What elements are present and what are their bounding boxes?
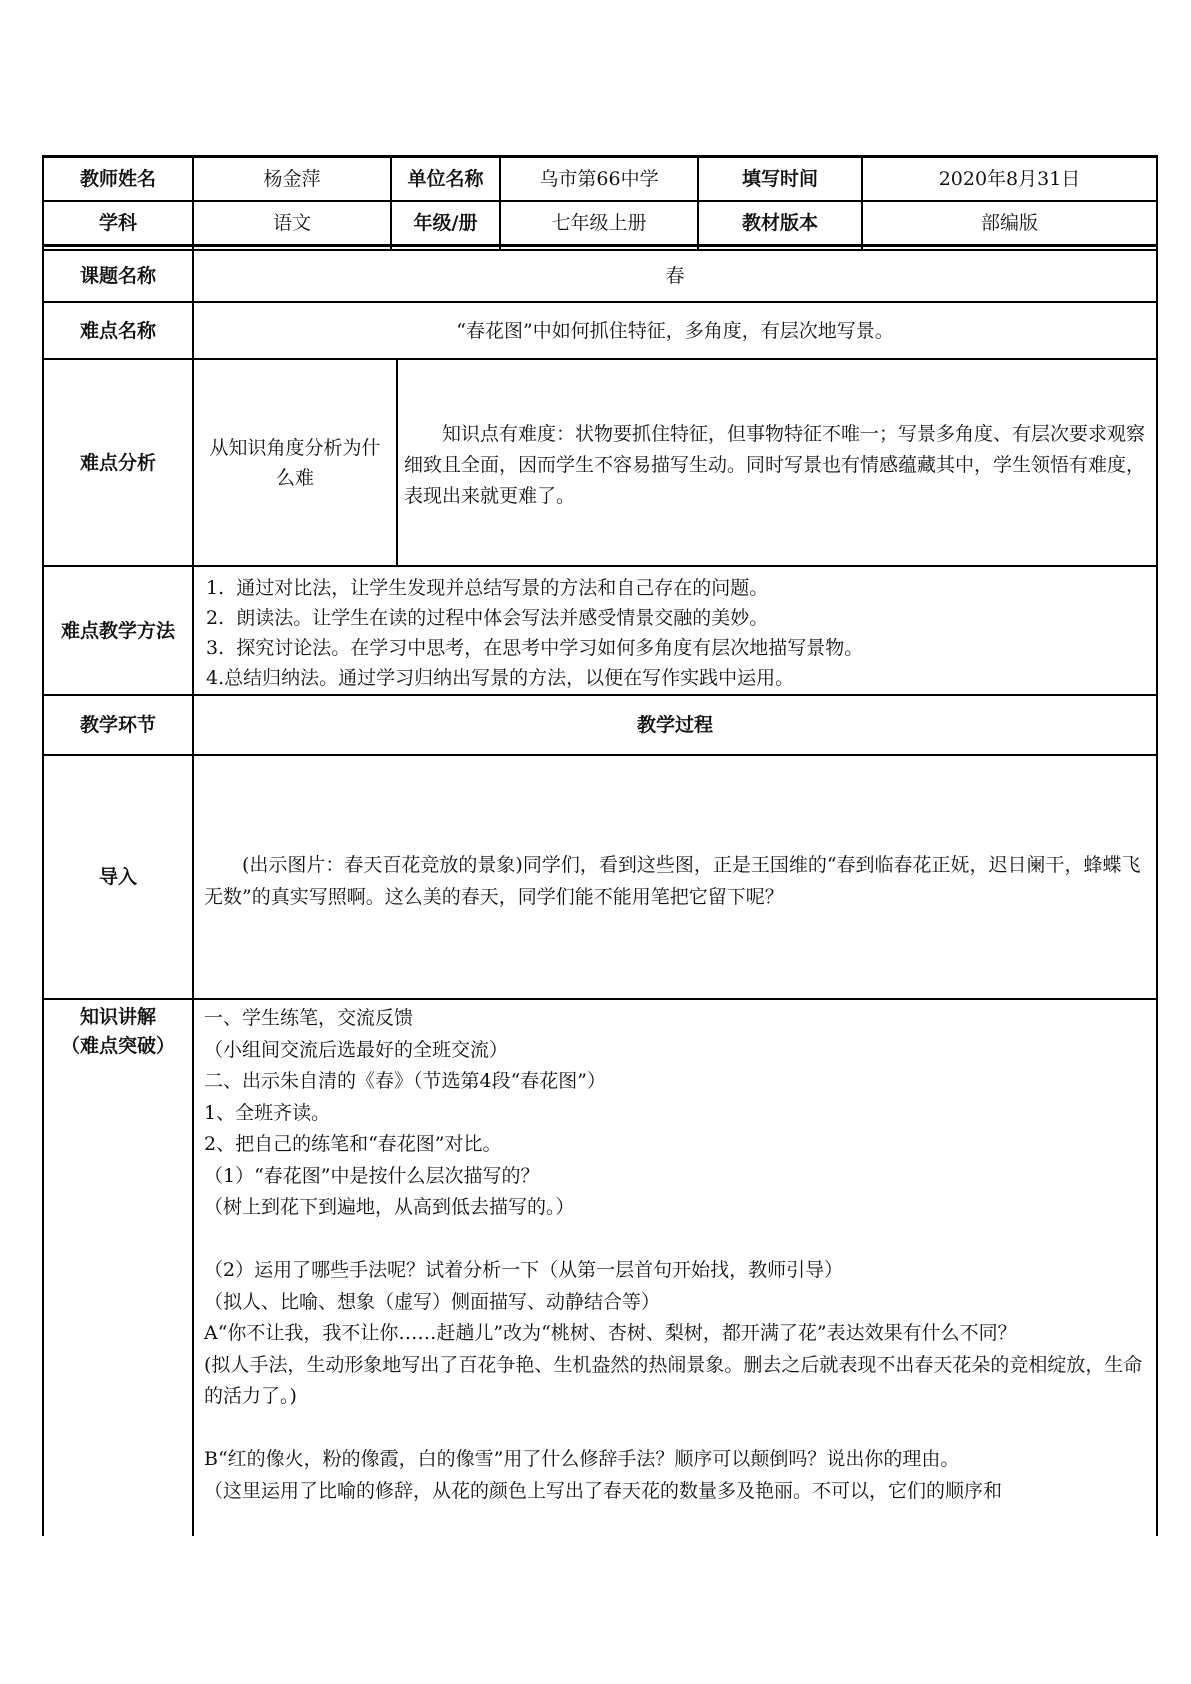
knowledge-line: 1、全班齐读。: [204, 1101, 331, 1124]
methods-item: 3. 探究讨论法。在学习中思考，在思考中学习如何多角度有层次地描写景物。: [206, 637, 864, 659]
analysis-sublabel: 从知识角度分析为什么难: [209, 436, 381, 489]
methods-label: 难点教学方法: [60, 619, 175, 642]
teaching-step-label: 教学环节: [79, 714, 156, 736]
subject-value: 语文: [272, 212, 311, 234]
knowledge-line: 2、把自己的练笔和“春花图”对比。: [204, 1133, 502, 1155]
methods-item: 1. 通过对比法，让学生发现并总结写景的方法和自己存在的问题。: [206, 577, 769, 599]
methods-list: [206, 573, 1150, 693]
knowledge-line: 一、学生练笔，交流反馈: [204, 1007, 414, 1029]
knowledge-label-line1: 知识讲解: [79, 1006, 156, 1028]
difficulty-value: “春花图”中如何抓住特征，多角度，有层次地写景。: [456, 319, 894, 342]
fill-date-label: 填写时间: [741, 168, 818, 190]
subject-label: 学科: [98, 212, 137, 234]
rule-analysis-split: [396, 358, 398, 567]
knowledge-content: [204, 1003, 1150, 1507]
knowledge-line: A“你不让我，我不让你……赶趟儿”改为“桃树、杏树、梨树，都开满了花”表达效果有什么不同？: [204, 1322, 1017, 1344]
grade-value: 七年级上册: [551, 212, 647, 234]
methods-item: 2. 朗读法。让学生在读的过程中体会写法并感受情景交融的美妙。: [206, 607, 769, 629]
knowledge-blank-line: [204, 1224, 1150, 1256]
edition-value: 部编版: [980, 212, 1038, 234]
knowledge-line: （2）运用了哪些手法呢？试着分析一下（从第一层首句开始找，教师引导）: [204, 1259, 844, 1281]
knowledge-line: 二、出示朱自清的《春》（节选第4段“春花图”）: [204, 1070, 607, 1092]
knowledge-label: [44, 1003, 192, 1061]
edition-label: 教材版本: [741, 212, 818, 234]
teacher-name-value: 杨金萍: [263, 168, 321, 190]
knowledge-line: B“红的像火，粉的像霞，白的像雪”用了什么修辞手法？顺序可以颠倒吗？说出你的理由。: [204, 1448, 960, 1470]
knowledge-line: （小组间交流后选最好的全班交流）: [204, 1038, 509, 1061]
rule-intro: [42, 998, 1158, 1000]
difficulty-label: 难点名称: [79, 319, 156, 342]
knowledge-line: （树上到花下到遍地，从高到低去描写的。）: [204, 1196, 575, 1218]
rule-analysis: [42, 565, 1158, 567]
unit-name-label: 单位名称: [407, 168, 484, 190]
rule-process-header: [42, 754, 1158, 756]
teaching-process-heading: 教学过程: [636, 714, 713, 736]
intro-label: 导入: [98, 866, 137, 888]
grade-label: 年级/册: [413, 212, 478, 234]
rule-col-label: [192, 155, 194, 1536]
knowledge-line: (拟人手法，生动形象地写出了百花争艳、生机盎然的热闹景象。删去之后就表现不出春天花朵的竞相绽放，生命的活力了。): [204, 1353, 1143, 1407]
table-border-right: [1156, 155, 1158, 1536]
analysis-label: 难点分析: [79, 451, 156, 474]
unit-name-value: 乌市第66中学: [539, 168, 659, 190]
knowledge-label-line2: （难点突破）: [60, 1035, 175, 1057]
topic-value: 春: [665, 265, 685, 287]
topic-label: 课题名称: [79, 265, 156, 287]
knowledge-line: （1）“春花图”中是按什么层次描写的？: [204, 1164, 540, 1187]
intro-text: (出示图片：春天百花竞放的景象)同学们，看到这些图，正是王国维的“春到临春花正妩，迟日阑干，蜂蝶飞无数”的真实写照啊。这么美的春天，同学们能不能用笔把它留下呢？: [204, 854, 1141, 908]
rule-row2: [42, 244, 1158, 247]
methods-item: 4.总结归纳法。通过学习归纳出写景的方法，以便在写作实践中运用。: [206, 667, 795, 689]
knowledge-line: （这里运用了比喻的修辞，从花的颜色上写出了春天花的数量多及艳丽。不可以，它们的顺序和: [204, 1479, 1003, 1502]
analysis-text: 知识点有难度：状物要抓住特征，但事物特征不唯一；写景多角度、有层次要求观察细致且全面，因而学生不容易描写生动。同时写景也有情感蕴藏其中，学生领悟有难度，表现出来就更难了。: [404, 423, 1146, 507]
teacher-name-label: 教师姓名: [79, 168, 156, 190]
knowledge-line: （拟人、比喻、想象（虚写）侧面描写、动静结合等）: [204, 1290, 661, 1313]
fill-date-value: 2020年8月31日: [938, 168, 1081, 190]
knowledge-blank-line: [204, 1413, 1150, 1445]
